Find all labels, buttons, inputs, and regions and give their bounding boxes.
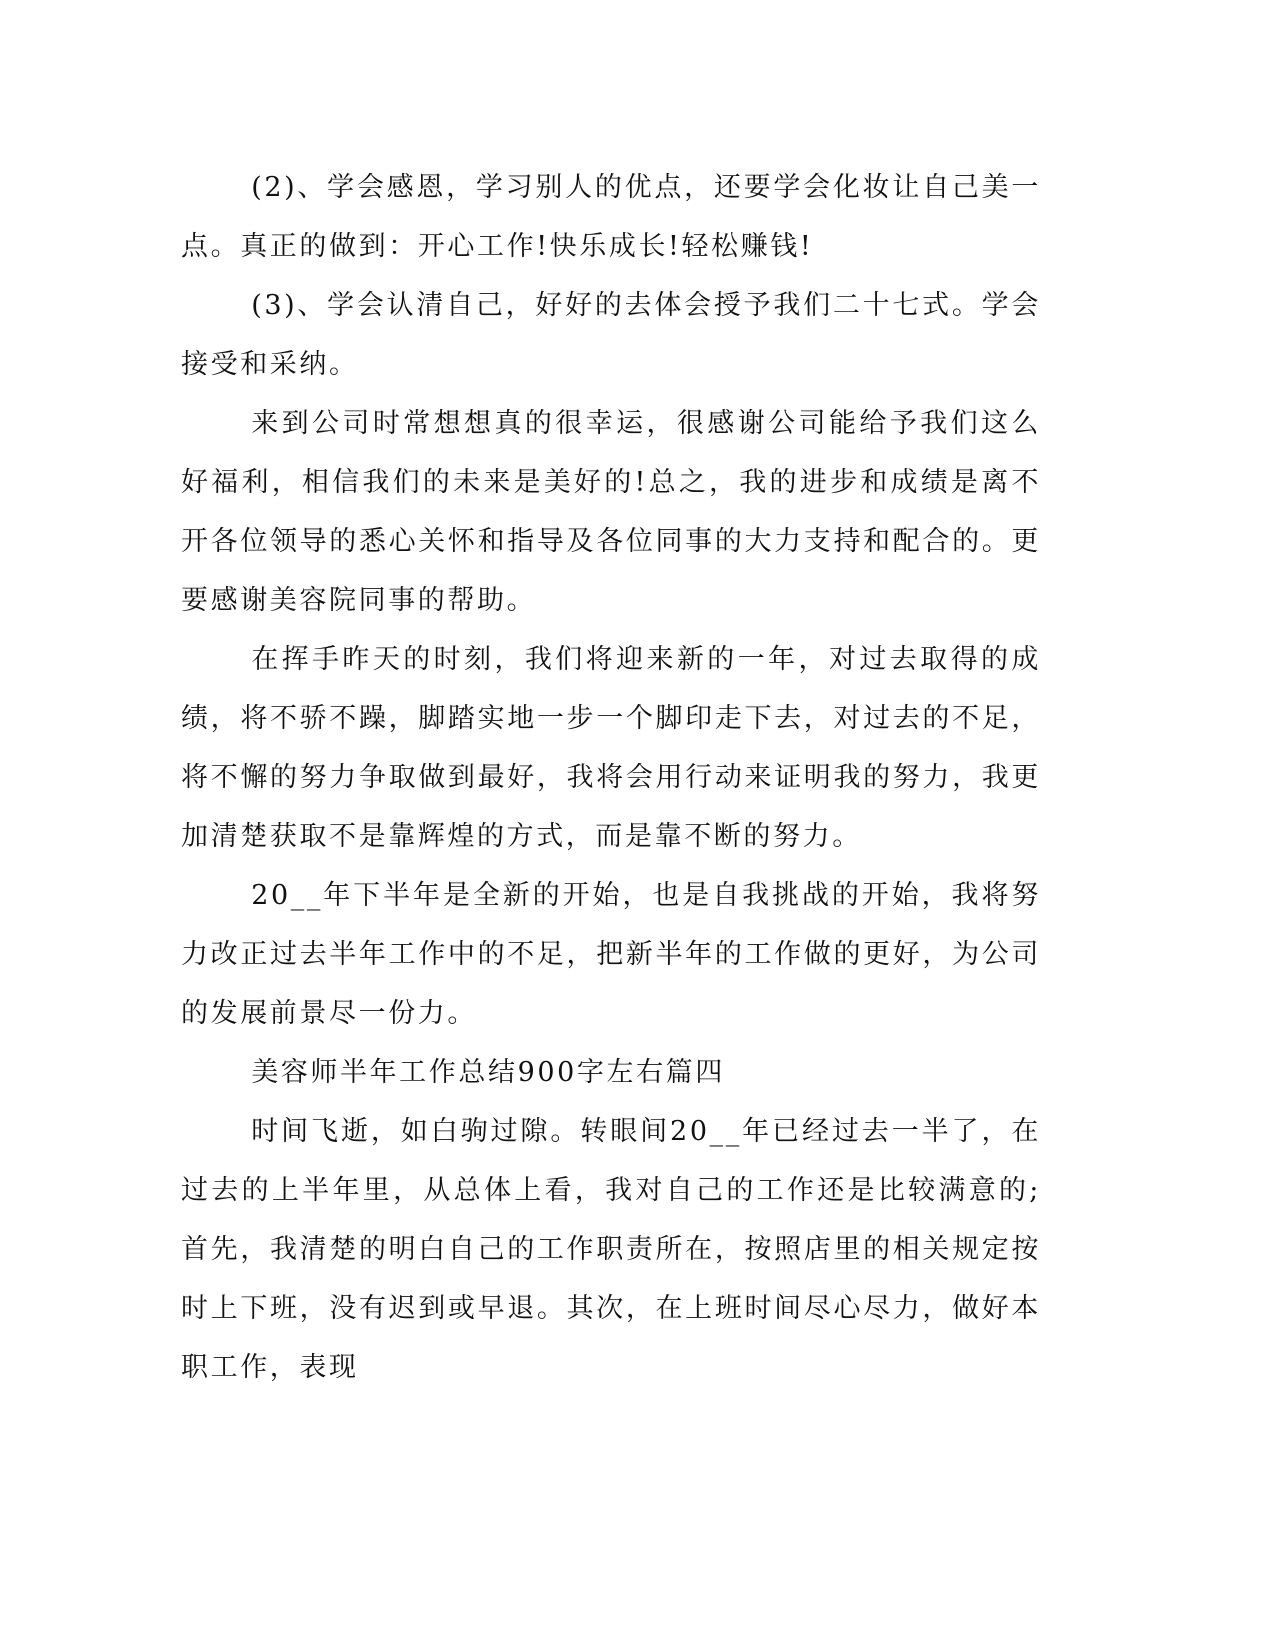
paragraph-new-year: 在挥手昨天的时刻，我们将迎来新的一年，对过去取得的成绩，将不骄不躁，脚踏实地一步一个脚印走下去，对过去的不足，将不懈的努力争取做到最好，我将会用行动来证明我的努力，我更加清楚获取不是靠辉煌的方式，而是靠不断的努力。 — [181, 644, 1041, 852]
paragraph-gratitude: (2)、学会感恩，学习别人的优点，还要学会化妆让自己美一点。真正的做到：开心工作!快乐成长!轻松赚钱! — [181, 172, 1041, 262]
document-body — [181, 158, 1041, 1397]
paragraph-thanks: 来到公司时常想想真的很幸运，很感谢公司能给予我们这么好福利，相信我们的未来是美好的!总之，我的进步和成绩是离不开各位领导的悉心关怀和指导及各位同事的大力支持和配合的。更要感谢美容院同事的帮助。 — [181, 408, 1041, 616]
paragraph-second-half: 20__年下半年是全新的开始，也是自我挑战的开始，我将努力改正过去半年工作中的不足，把新半年的工作做的更好，为公司的发展前景尽一份力。 — [181, 880, 1041, 1029]
paragraph-time-flies: 时间飞逝，如白驹过隙。转眼间20__年已经过去一半了，在过去的上半年里，从总体上看，我对自己的工作还是比较满意的;首先，我清楚的明白自己的工作职责所在，按照店里的相关规定按时上下班，没有迟到或早退。其次，在上班时间尽心尽力，做好本职工作，表现 — [181, 1116, 1041, 1383]
section-heading: 美容师半年工作总结900字左右篇四 — [251, 1057, 725, 1088]
paragraph-self-awareness: (3)、学会认清自己，好好的去体会授予我们二十七式。学会接受和采纳。 — [181, 290, 1041, 380]
